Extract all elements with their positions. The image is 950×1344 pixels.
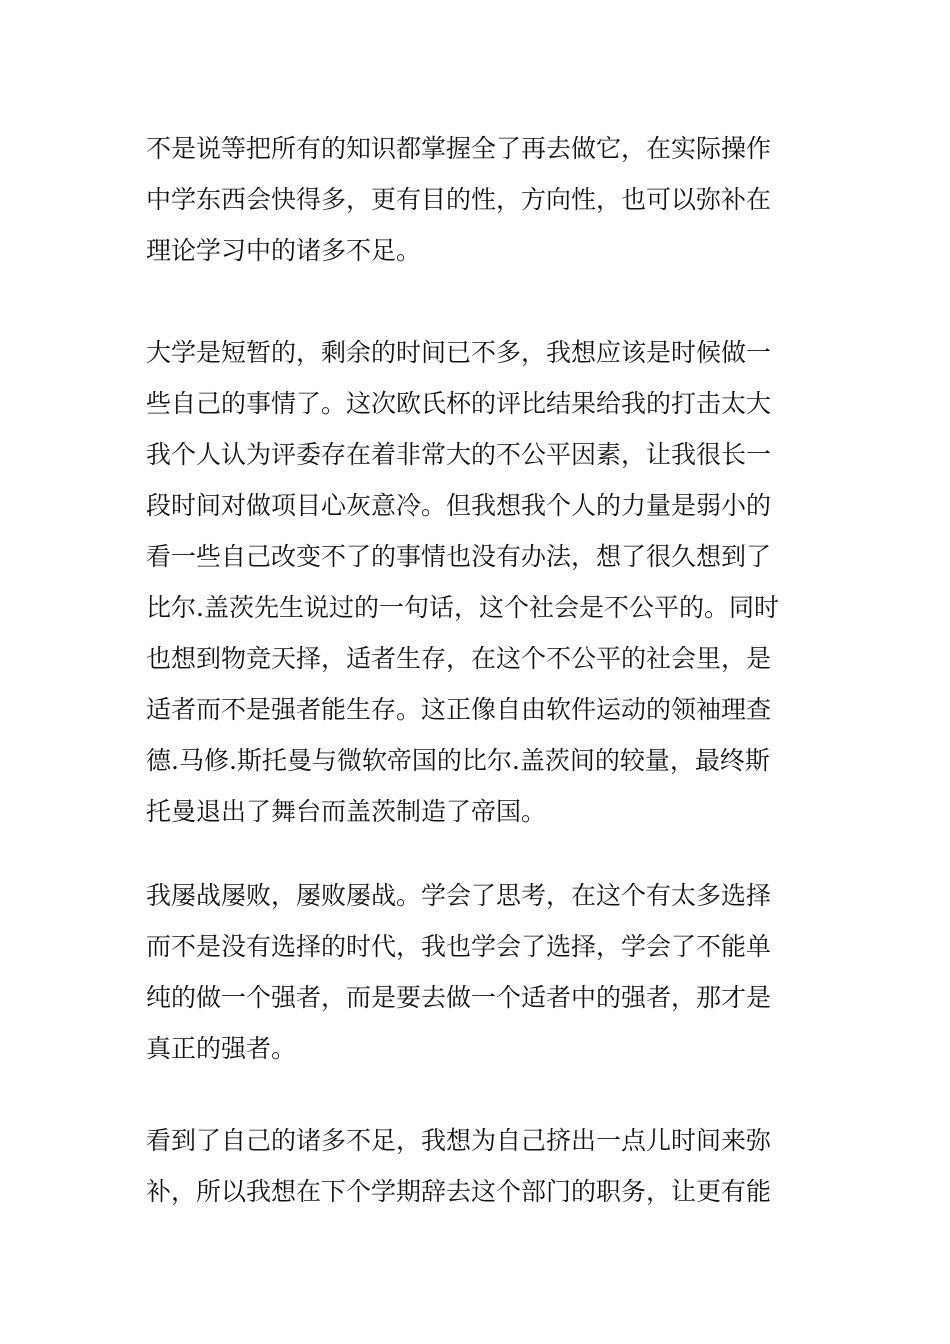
- text-line: 托曼退出了舞台而盖茨制造了帝国。: [146, 797, 547, 826]
- text-line: 适者而不是强者能生存。这正像自由软件运动的领袖理查: [146, 695, 772, 724]
- text-line: 比尔.盖茨先生说过的一句话，这个社会是不公平的。同时: [146, 593, 779, 622]
- text-line: 我个人认为评委存在着非常大的不公平因素，让我很长一: [146, 440, 772, 469]
- text-line: 也想到物竞天择，适者生存，在这个不公平的社会里，是: [146, 644, 772, 673]
- text-line: 真正的强者。: [146, 1034, 297, 1063]
- text-line: 中学东西会快得多，更有目的性，方向性，也可以弥补在: [146, 185, 772, 214]
- text-line: 而不是没有选择的时代，我也学会了选择，学会了不能单: [146, 932, 772, 961]
- text-line: 看一些自己改变不了的事情也没有办法，想了很久想到了: [146, 542, 772, 571]
- text-line: 些自己的事情了。这次欧氏杯的评比结果给我的打击太大: [146, 389, 772, 418]
- text-line: 大学是短暂的，剩余的时间已不多，我想应该是时候做一: [146, 338, 772, 367]
- text-line: 补，所以我想在下个学期辞去这个部门的职务，让更有能: [146, 1177, 772, 1206]
- text-line: 我屡战屡败，屡败屡战。学会了思考，在这个有太多选择: [146, 881, 772, 910]
- text-line: 段时间对做项目心灰意冷。但我想我个人的力量是弱小的: [146, 491, 772, 520]
- text-line: 理论学习中的诸多不足。: [146, 236, 422, 265]
- text-line: 纯的做一个强者，而是要去做一个适者中的强者，那才是: [146, 983, 772, 1012]
- text-line: 看到了自己的诸多不足，我想为自己挤出一点儿时间来弥: [146, 1126, 772, 1155]
- text-line: 不是说等把所有的知识都掌握全了再去做它，在实际操作: [146, 134, 772, 163]
- text-line: 德.马修.斯托曼与微软帝国的比尔.盖茨间的较量，最终斯: [146, 746, 770, 775]
